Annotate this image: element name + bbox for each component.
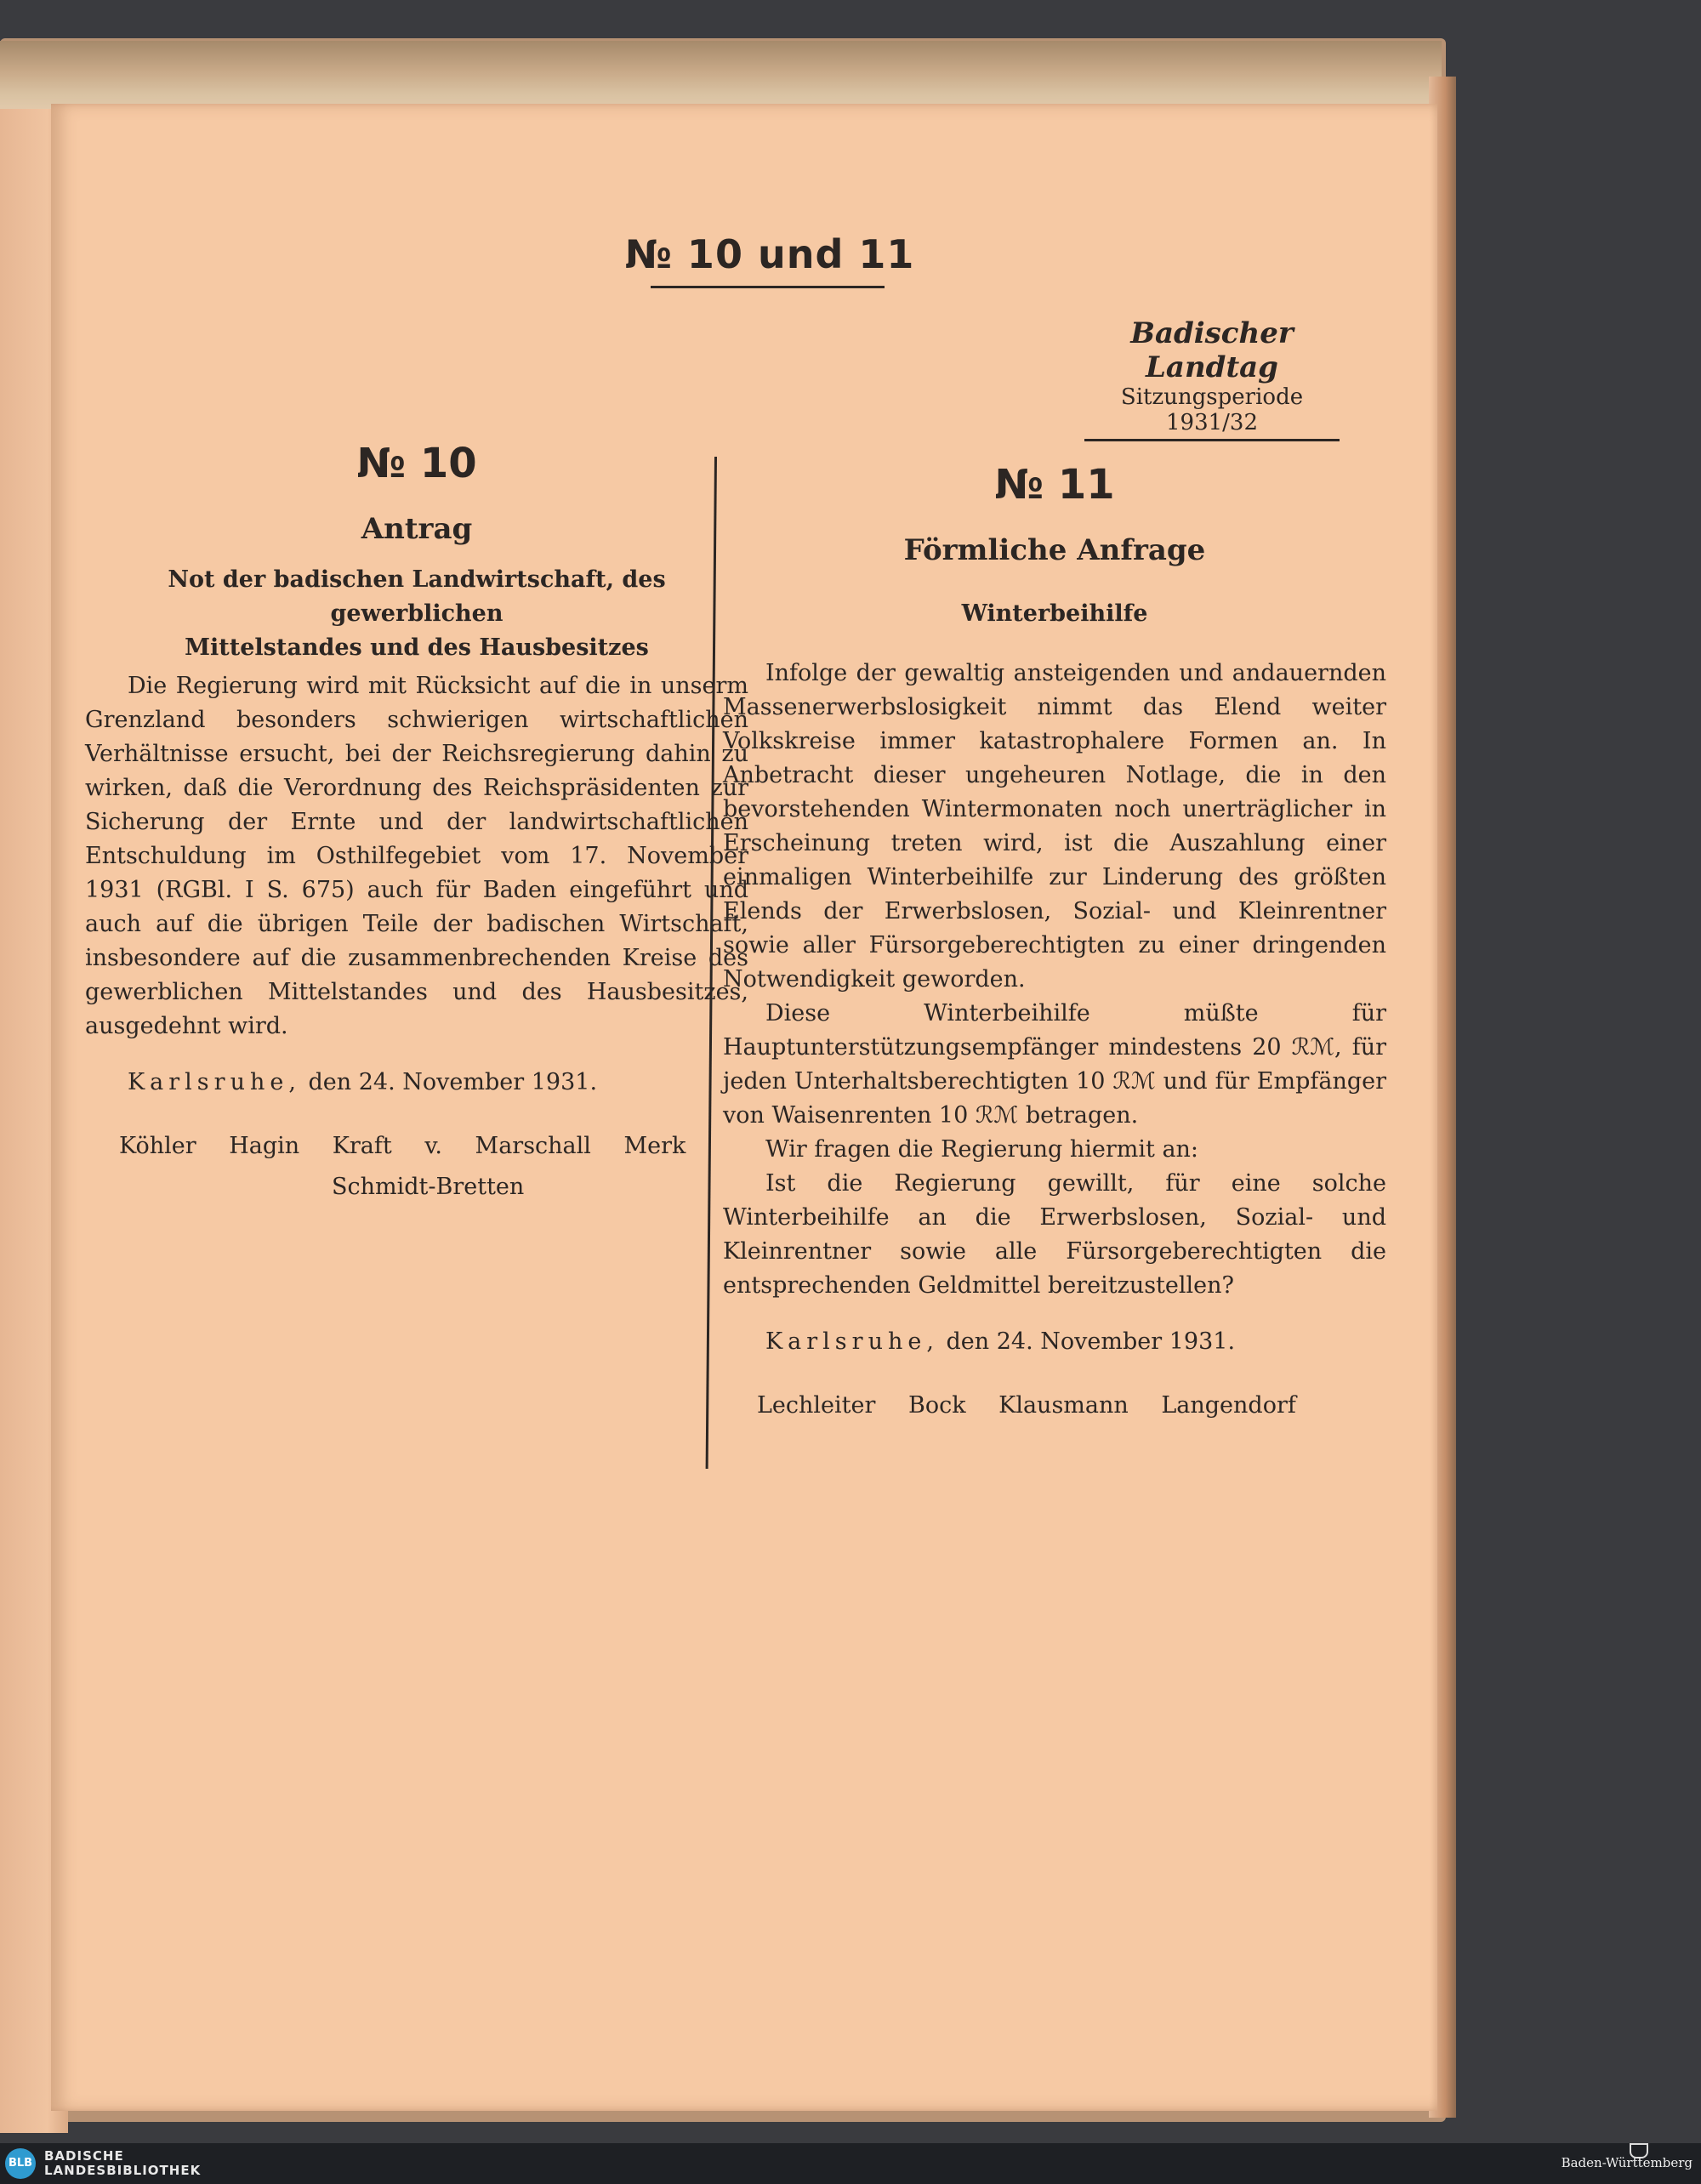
library-footer — [0, 2143, 1701, 2184]
motion-text: Die Regierung wird mit Rücksicht auf die in unserm Grenzland besonders schwierigen wirtschaftlichen Verhältnisse ersucht, bei der Reichsregierung dahin zu wirken, daß die Verordnung des Reichspräsidenten zur Sicherung der Ernte und der landwirtschaftlichen Entschuldung im Osthilfegebiet vom 17. November 1931 (RGBl. I S. 675) auch für Baden eingeführt und auch auf die übrigen Teile der badischen Wirtschaft, insbesondere auf die zusammenbrechenden Kreise des gewerblichen Mittelstandes und des Hausbesitzes, ausgedehnt wird. — [85, 673, 748, 1039]
inquiry-paragraph-3: Wir fragen die Regierung hiermit an: — [765, 1136, 1199, 1163]
blb-logo: BLB — [5, 2148, 36, 2179]
inquiry-text — [723, 657, 1386, 1303]
motion-subject: Not der badischen Landwirtschaft, des gewerblichen Mittelstandes und des Hausbesitzes — [168, 566, 666, 661]
motion-signers-line-2: Schmidt-Bretten — [332, 1174, 525, 1200]
inquiry-paragraph-2: Diese Winterbeihilfe müßte für Hauptunterstützungsempfänger mindestens 20 ℛℳ, für jeden Unterhaltsberechtigten 10 ℛℳ und für Empfänger von Waisenrenten 10 ℛℳ betragen. — [723, 1000, 1386, 1129]
inquiry-date: Karlsruhe, den 24. November 1931. — [765, 1328, 1236, 1355]
inquiry-kind: Förmliche Anfrage — [903, 533, 1206, 567]
motion-date: Karlsruhe, den 24. November 1931. — [128, 1069, 598, 1095]
landtag-stamp — [1072, 316, 1352, 441]
document-page — [51, 104, 1437, 2111]
inquiry-signers: Lechleiter Bock Klausmann Langendorf — [757, 1392, 1296, 1419]
library-name: BADISCHE LANDESBIBLIOTHEK — [44, 2148, 202, 2178]
stamp-line-2: Sitzungsperiode — [1120, 384, 1304, 410]
inquiry-paragraph-4: Ist die Regierung gewillt, für eine solche Winterbeihilfe an die Erwerbslosen, Sozial- und Kleinrentner sowie alle Fürsorgeberechtigten die entsprechenden Geldmittel bereitzustellen? — [723, 1170, 1386, 1299]
motion-number: № 10 — [356, 440, 477, 487]
motion-kind: Antrag — [361, 512, 473, 546]
title-underline — [651, 286, 885, 288]
stamp-line-3: 1931/32 — [1165, 410, 1258, 435]
inquiry-paragraph-1: Infolge der gewaltig ansteigenden und andauernden Massenerwerbslosigkeit nimmt das Elend weiter Volkskreise immer katastrophalere Formen an. In Anbetracht dieser ungeheuren Notlage, die in den bevorstehenden Wintermonaten noch unerträglicher in Erscheinung treten wird, ist die Auszahlung einer einmaligen Winterbeihilfe zur Linderung des größten Elends der Erwerbslosen, Sozial- und Kleinrentner sowie aller Fürsorgeberechtigten zu einer dringenden Notwendigkeit geworden. — [723, 660, 1386, 992]
stamp-line-1: Badischer Landtag — [1130, 316, 1294, 384]
page-title: № 10 und 11 — [600, 231, 940, 277]
motion-signers: Köhler Hagin Kraft v. Marschall Merk — [119, 1133, 686, 1159]
state-name: Baden-Württemberg — [1561, 2155, 1692, 2170]
inquiry-number: № 11 — [994, 461, 1115, 509]
inquiry-subject: Winterbeihilfe — [961, 600, 1148, 627]
stamp-rule — [1084, 439, 1340, 441]
